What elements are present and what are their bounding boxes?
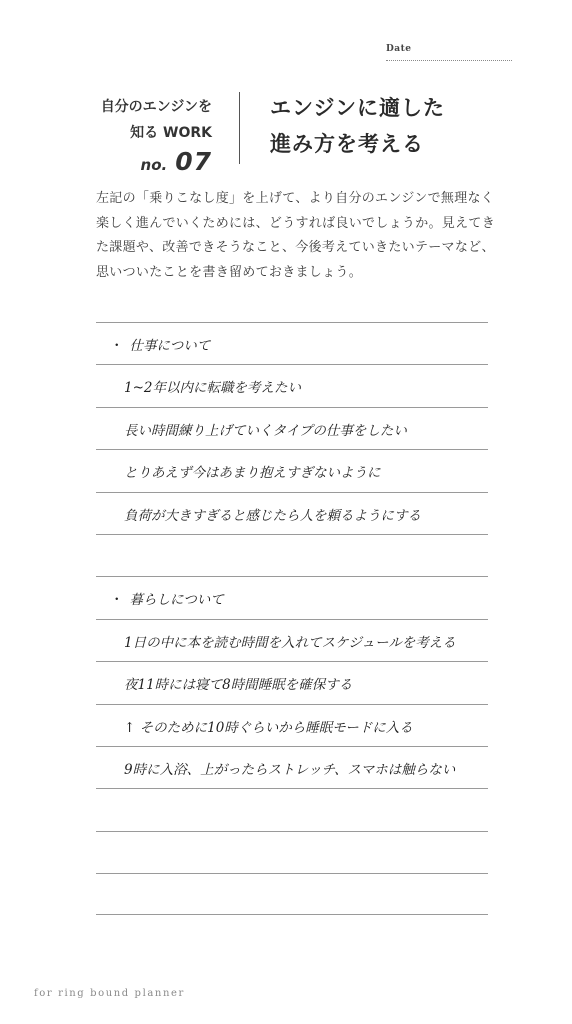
- work-title: [92, 94, 212, 180]
- note-line[interactable]: [96, 746, 488, 788]
- note-line[interactable]: [96, 619, 488, 661]
- intro-line-2: 楽しく進んでいくためには、どうすれば良いでしょうか。見えてき: [96, 215, 496, 231]
- note-line[interactable]: [96, 364, 488, 406]
- page-title-line-2: 進み方を考える: [270, 132, 424, 156]
- note-line[interactable]: [96, 704, 488, 746]
- note-text: ↑ そのために10時ぐらいから睡眠モードに入る: [124, 719, 413, 736]
- note-line[interactable]: [96, 661, 488, 703]
- page-title: [270, 90, 445, 162]
- note-line[interactable]: [96, 449, 488, 491]
- note-text: 1~2年以内に転職を考えたい: [124, 380, 301, 397]
- footer-caption: for ring bound planner: [34, 988, 185, 999]
- note-line[interactable]: [96, 873, 488, 915]
- intro-line-4: 思いついたことを書き留めておきましょう。: [96, 264, 363, 280]
- note-text: 1日の中に本を読む時間を入れてスケジュールを考える: [124, 634, 456, 651]
- page-title-line-1: エンジンに適した: [270, 96, 445, 120]
- work-number: [92, 148, 212, 180]
- header-divider: [239, 92, 240, 164]
- work-title-line-1: 自分のエンジンを: [100, 99, 212, 115]
- date-field-line[interactable]: [386, 60, 512, 61]
- work-title-line-2: 知る WORK: [130, 125, 212, 141]
- note-text: 長い時間練り上げていくタイプの仕事をしたい: [124, 422, 407, 439]
- note-text: 夜11時には寝て8時間睡眠を確保する: [124, 677, 353, 694]
- note-heading-work: ・ 仕事について: [110, 334, 210, 354]
- note-line[interactable]: [96, 322, 488, 364]
- note-line[interactable]: [96, 492, 488, 534]
- intro-line-1: 左記の「乗りこなし度」を上げて、より自分のエンジンで無理なく: [96, 191, 495, 206]
- note-text: とりあえず今はあまり抱えすぎないように: [124, 465, 381, 482]
- intro-line-3: た課題や、改善できそうなこと、今後考えていきたいテーマなど、: [96, 240, 495, 255]
- note-line[interactable]: [96, 407, 488, 449]
- work-number-prefix: no.: [140, 156, 168, 174]
- note-heading-life: ・ 暮らしについて: [110, 588, 224, 608]
- note-line[interactable]: [96, 534, 488, 576]
- note-text: 9時に入浴、上がったらストレッチ、スマホは触らない: [124, 761, 456, 778]
- ruled-notes-area[interactable]: [96, 322, 488, 915]
- note-line[interactable]: [96, 576, 488, 618]
- note-line[interactable]: [96, 831, 488, 873]
- note-line[interactable]: [96, 788, 488, 830]
- date-label: Date: [386, 44, 412, 54]
- work-number-value: 07: [175, 147, 212, 176]
- note-text: 負荷が大きすぎると感じたら人を頼るようにする: [124, 507, 421, 524]
- intro-paragraph: [96, 187, 516, 285]
